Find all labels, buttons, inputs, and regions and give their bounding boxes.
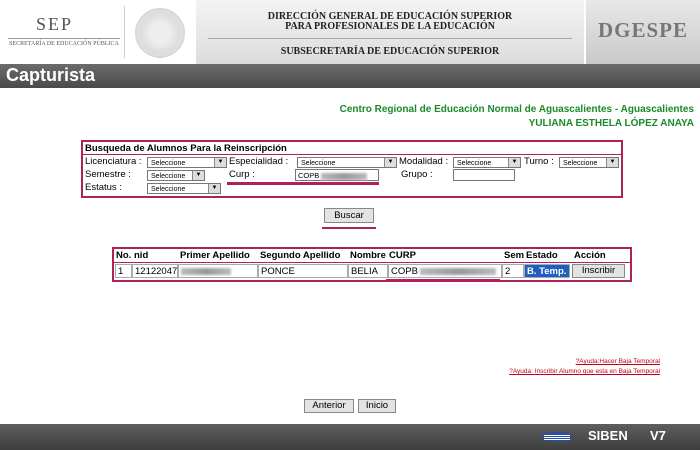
sep-logo-rule <box>8 38 120 39</box>
chevron-down-icon: ▼ <box>508 158 520 167</box>
licenciatura-label: Licenciatura : <box>85 156 142 167</box>
semestre-select[interactable] <box>147 170 205 181</box>
redacted-text <box>321 173 367 180</box>
col-header-no: No. <box>116 250 132 261</box>
header-title-line1: DIRECCIÓN GENERAL DE EDUCACIÓN SUPERIOR <box>267 11 513 22</box>
col-header-nid: nid <box>134 250 149 261</box>
redacted-text <box>181 268 231 275</box>
inscribir-button[interactable]: Inscribir <box>572 264 625 278</box>
col-header-sem: Sem <box>504 250 525 261</box>
chevron-down-icon: ▼ <box>384 158 396 167</box>
inicio-button[interactable]: Inicio <box>358 399 396 413</box>
col-header-accion: Acción <box>574 250 606 261</box>
chevron-down-icon: ▼ <box>214 158 226 167</box>
grupo-input[interactable] <box>453 169 515 181</box>
page-title: Capturista <box>6 65 96 85</box>
role-bar <box>0 64 700 88</box>
curp-label: Curp : <box>229 169 255 180</box>
search-panel-divider <box>83 154 621 155</box>
cell-segundo-apellido: PONCE <box>258 264 348 278</box>
especialidad-value: Seleccione <box>301 160 336 167</box>
grupo-label: Grupo : <box>401 169 433 180</box>
cell-primer-apellido <box>178 264 258 278</box>
modalidad-select[interactable] <box>453 157 521 168</box>
anterior-button[interactable]: Anterior <box>304 399 354 413</box>
siben-logo-icon <box>540 431 574 443</box>
turno-select[interactable] <box>559 157 619 168</box>
licenciatura-value: Seleccione <box>151 160 186 167</box>
cell-nid: 12122047 <box>132 264 178 278</box>
footer-version: V7 <box>650 428 666 443</box>
col-header-estado: Estado <box>526 250 558 261</box>
chevron-down-icon: ▼ <box>606 158 618 167</box>
cell-curp-text: COPB <box>391 266 418 277</box>
header-divider <box>208 38 572 39</box>
help-link-inscribir-baja[interactable]: ?Ayuda: Inscribir Alumno que esta en Baja Temporal <box>509 368 660 375</box>
footer-brand: SIBEN <box>588 428 628 443</box>
curp-cell-highlight-underline <box>386 279 500 282</box>
especialidad-select[interactable] <box>297 157 397 168</box>
estatus-label: Estatus : <box>85 182 122 193</box>
modalidad-label: Modalidad : <box>399 156 449 167</box>
sep-logo <box>8 6 120 58</box>
cell-nombre: BELIA <box>348 264 388 278</box>
curp-highlight-underline <box>227 182 379 185</box>
curp-input[interactable] <box>295 169 379 181</box>
semestre-label: Semestre : <box>85 169 131 180</box>
estatus-select[interactable] <box>147 183 221 194</box>
school-name: Centro Regional de Educación Normal de Aguascalientes - Aguascalientes <box>339 104 694 115</box>
redacted-text <box>420 268 496 275</box>
user-name: YULIANA ESTHELA LÓPEZ ANAYA <box>528 118 694 129</box>
chevron-down-icon: ▼ <box>192 171 204 180</box>
status-badge: B. Temp. <box>524 264 570 278</box>
header-title-line2: PARA PROFESIONALES DE LA EDUCACIÓN <box>285 21 495 32</box>
sep-logo-subtitle: SECRETARÍA DE EDUCACIÓN PÚBLICA <box>9 41 119 47</box>
col-header-nombre: Nombre <box>350 250 386 261</box>
curp-input-value: COPB <box>298 171 320 180</box>
search-panel <box>81 140 623 198</box>
modalidad-value: Seleccione <box>457 160 492 167</box>
search-button-wrap <box>322 207 376 229</box>
header-title-line3: SUBSECRETARÍA DE EDUCACIÓN SUPERIOR <box>280 46 500 57</box>
estatus-value: Seleccione <box>151 186 186 193</box>
footer-bar <box>0 424 700 450</box>
header-title-box <box>196 0 584 64</box>
table-header-divider <box>114 262 630 263</box>
search-button[interactable]: Buscar <box>324 208 374 223</box>
especialidad-label: Especialidad : <box>229 156 289 167</box>
licenciatura-select[interactable] <box>147 157 227 168</box>
col-header-curp: CURP <box>389 250 416 261</box>
turno-label: Turno : <box>524 156 554 167</box>
sep-logo-text: SEP <box>36 14 74 34</box>
header-banner <box>0 0 700 64</box>
cell-curp <box>388 264 502 278</box>
chevron-down-icon: ▼ <box>208 184 220 193</box>
col-header-primer-apellido: Primer Apellido <box>180 250 250 261</box>
cell-sem: 2 <box>502 264 524 278</box>
help-link-baja-temporal[interactable]: ?Ayuda:Hacer Baja Temporal <box>575 358 660 365</box>
dgespe-logo <box>586 0 700 64</box>
turno-value: Seleccione <box>563 160 598 167</box>
cell-no: 1 <box>115 264 132 278</box>
results-table <box>112 247 632 282</box>
mexico-seal-icon <box>124 6 191 58</box>
dgespe-logo-text: DGESPE <box>597 18 689 42</box>
search-panel-title: Busqueda de Alumnos Para la Reinscripción <box>85 143 287 154</box>
col-header-segundo-apellido: Segundo Apellido <box>260 250 341 261</box>
semestre-value: Seleccione <box>151 173 186 180</box>
